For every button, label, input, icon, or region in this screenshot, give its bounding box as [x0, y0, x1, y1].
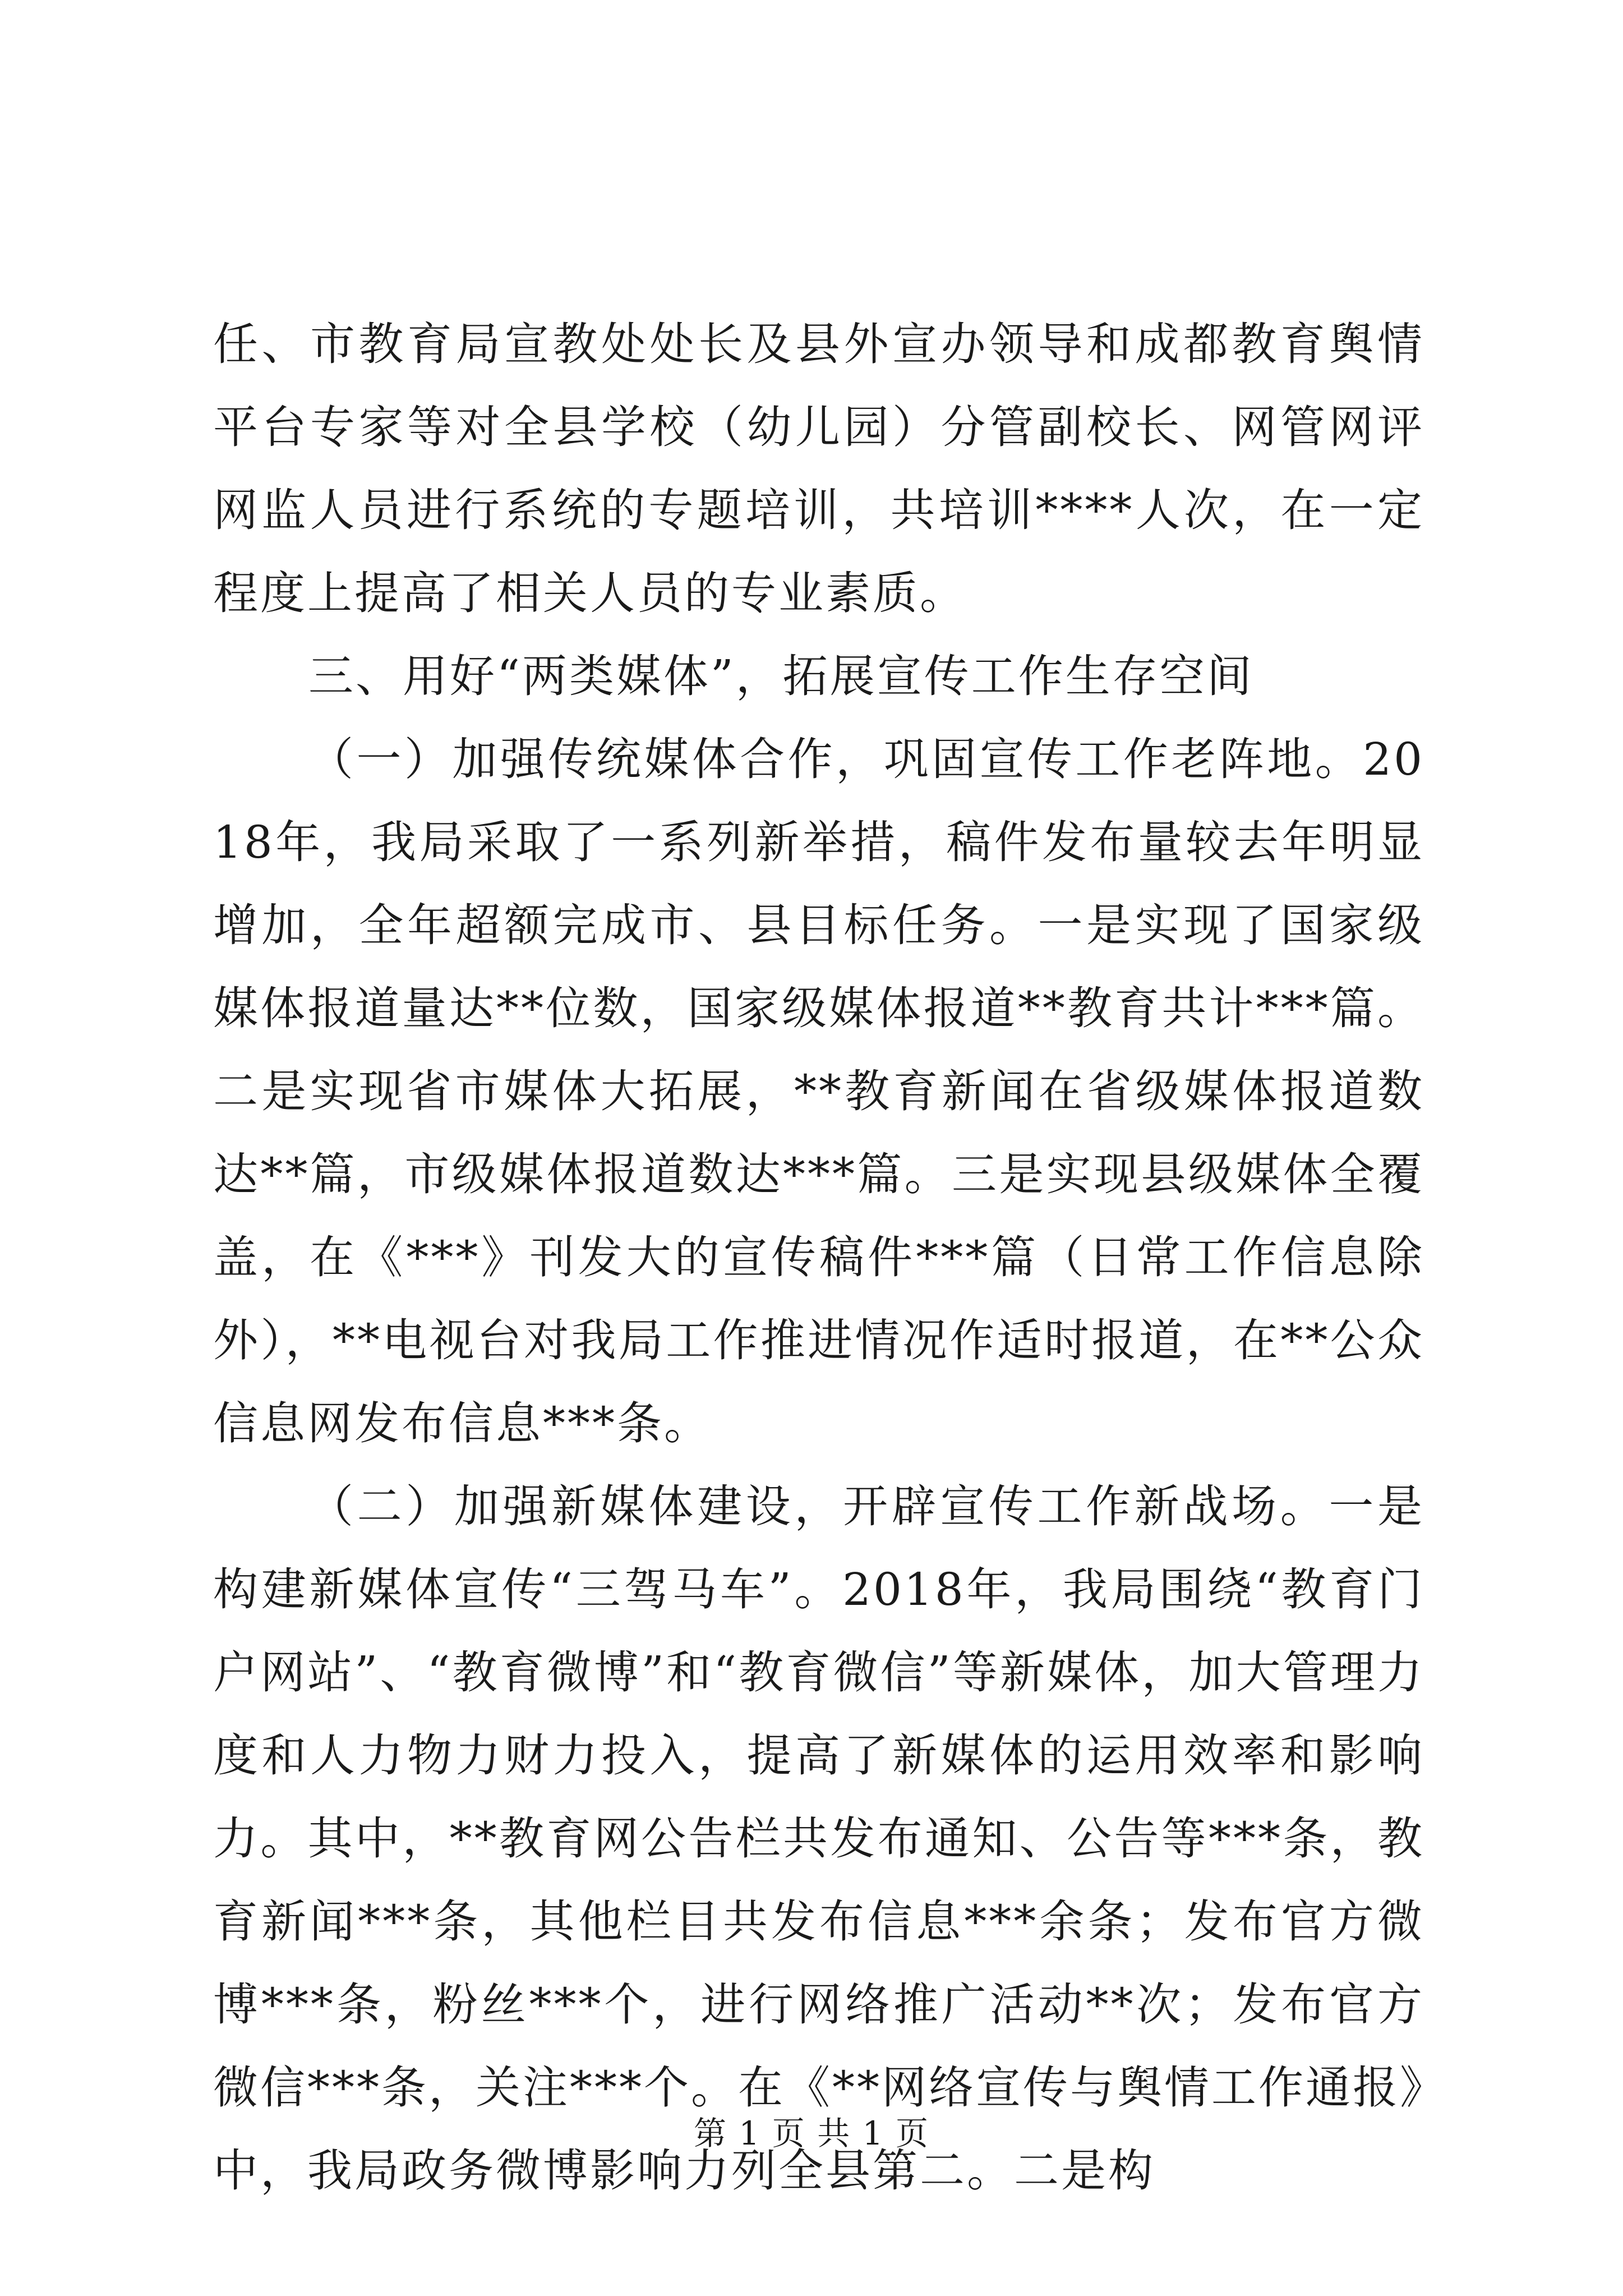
page-footer: 第 1 页 共 1 页 [694, 2114, 929, 2152]
paragraph-traditional-media: （一）加强传统媒体合作，巩固宣传工作老阵地。2018年，我局采取了一系列新举措，稿件发布量较去年明显增加，全年超额完成市、县目标任务。一是实现了国家级媒体报道量达**位数，国家级媒体报道**教育共计***篇。二是实现省市媒体大拓展，**教育新闻在省级媒体报道数达**篇，市级媒体报道数达***篇。三是实现县级媒体全覆盖，在《***》刊发大的宣传稿件***篇（日常工作信息除外），**电视台对我局工作推进情况作适时报道，在**公众信息网发布信息***条。 [213, 733, 1424, 1450]
paragraph-training: 任、市教育局宣教处处长及县外宣办领导和成都教育舆情平台专家等对全县学校（幼儿园）分管副校长、网管网评网监人员进行系统的专题培训，共培训****人次，在一定程度上提高了相关人员的专业素质。 [213, 318, 1424, 619]
paragraph-new-media: （二）加强新媒体建设，开辟宣传工作新战场。一是构建新媒体宣传“三驾马车”。2018年，我局围绕“教育门户网站”、“教育微博”和“教育微信”等新媒体，加大管理力度和人力物力财力投入，提高了新媒体的运用效率和影响力。其中，**教育网公告栏共发布通知、公告等***条，教育新闻***条，其他栏目共发布信息***余条；发布官方微博***条，粉丝***个，进行网络推广活动**次；发布官方微信***条，关注***个。在《**网络宣传与舆情工作通报》中，我局政务微博影响力列全县第二。二是构 [213, 1480, 1424, 2197]
section-heading-two-media: 三、用好“两类媒体”，拓展宣传工作生存空间 [308, 650, 1254, 702]
document-body [213, 303, 1424, 2212]
